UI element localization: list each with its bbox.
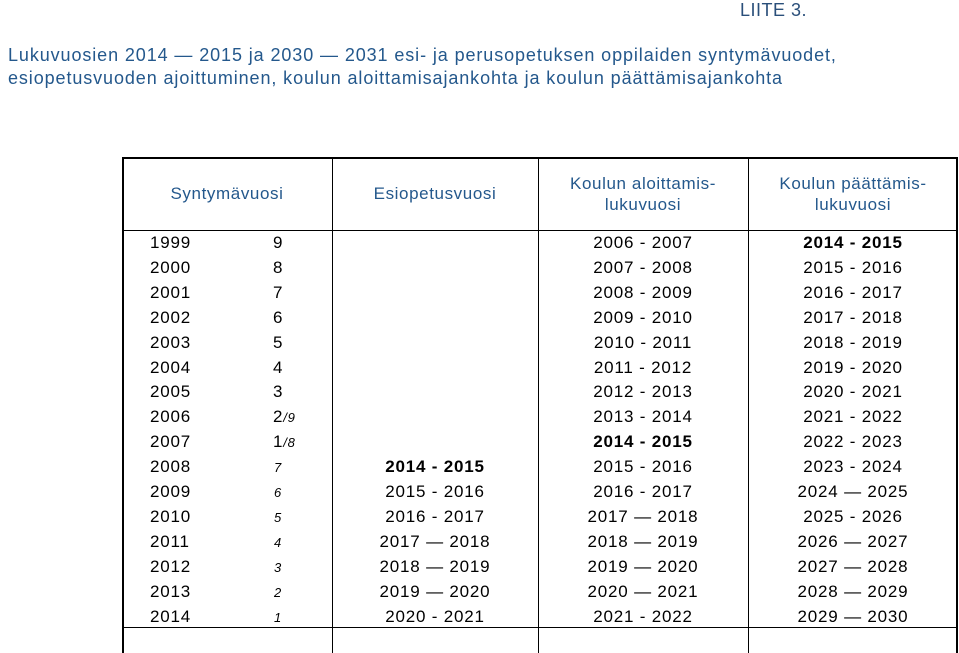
cell-birth-year: 2008 bbox=[150, 457, 192, 477]
cell-school-end: 2025 - 2026 bbox=[803, 506, 903, 526]
cell-school-end: 2015 - 2016 bbox=[803, 257, 903, 277]
cell-preschool-year: 2018 — 2019 bbox=[379, 556, 491, 576]
table-row bbox=[0, 258, 959, 283]
header-divider bbox=[122, 230, 958, 231]
cell-school-start: 2011 - 2012 bbox=[593, 357, 693, 377]
cell-grade bbox=[273, 308, 283, 328]
cell-grade: 7 bbox=[274, 460, 283, 476]
cell-birth-year: 2006 bbox=[150, 407, 192, 427]
cell-birth-year: 2004 bbox=[150, 357, 192, 377]
document-title: Lukuvuosien 2014 — 2015 ja 2030 — 2031 esi- ja perusopetuksen oppilaiden syntymävuodet, esiopetusvuoden ajoittuminen, koulun aloittamisajankohta ja koulun päättämisajankohta bbox=[8, 45, 837, 88]
grade-number: 7 bbox=[273, 282, 284, 302]
table-row bbox=[0, 557, 959, 582]
cell-school-end: 2026 — 2027 bbox=[797, 531, 909, 551]
grade-number: 3 bbox=[273, 382, 284, 402]
table-row bbox=[0, 607, 959, 632]
cell-grade bbox=[273, 283, 283, 303]
cell-preschool-year: 2020 - 2021 bbox=[385, 606, 485, 626]
appendix-label: LIITE 3. bbox=[740, 0, 808, 20]
cell-school-start: 2012 - 2013 bbox=[593, 382, 693, 402]
header-preschool-year: Esiopetusvuosi bbox=[373, 184, 497, 203]
cell-grade bbox=[273, 382, 283, 402]
cell-birth-year: 2014 bbox=[150, 606, 192, 626]
table-row bbox=[0, 507, 959, 532]
cell-birth-year: 2013 bbox=[150, 581, 192, 601]
table-row bbox=[0, 457, 959, 482]
cell-birth-year: 2009 bbox=[150, 482, 192, 501]
cell-school-start: 2016 - 2017 bbox=[593, 482, 693, 501]
cell-birth-year: 2001 bbox=[150, 282, 192, 302]
cell-grade: 4 bbox=[274, 534, 283, 550]
grade-number: 8 bbox=[273, 257, 284, 277]
cell-grade bbox=[273, 333, 283, 353]
table-row bbox=[0, 358, 959, 383]
cell-school-end: 2024 — 2025 bbox=[797, 482, 909, 501]
cell-school-start: 2013 - 2014 bbox=[593, 407, 693, 427]
cell-school-end: 2020 - 2021 bbox=[803, 382, 903, 402]
cell-grade: 5 bbox=[274, 509, 283, 525]
cell-grade bbox=[273, 258, 283, 278]
cell-school-start: 2019 — 2020 bbox=[587, 556, 699, 576]
header-school-start bbox=[538, 173, 748, 215]
table-row bbox=[0, 382, 959, 407]
table-row bbox=[0, 432, 959, 457]
header-school-start-line2: lukuvuosi bbox=[604, 195, 682, 214]
table-row bbox=[0, 308, 959, 333]
grade-number: 4 bbox=[273, 357, 284, 377]
cell-grade bbox=[273, 407, 296, 427]
cell-grade: 6 bbox=[274, 485, 283, 500]
cell-preschool-year: 2019 — 2020 bbox=[379, 581, 491, 601]
cell-school-end: 2023 - 2024 bbox=[803, 457, 903, 477]
cell-birth-year: 2003 bbox=[150, 332, 192, 352]
cell-birth-year: 2002 bbox=[150, 307, 192, 327]
cell-birth-year: 1999 bbox=[150, 233, 192, 252]
cell-school-start: 2008 - 2009 bbox=[593, 282, 693, 302]
cell-school-end: 2029 — 2030 bbox=[797, 606, 909, 626]
cell-birth-year: 2000 bbox=[150, 257, 192, 277]
cell-grade: 1 bbox=[274, 609, 283, 625]
grade-number: 5 bbox=[273, 332, 284, 352]
cell-preschool-year: 2017 — 2018 bbox=[379, 531, 491, 551]
header-school-end-line2: lukuvuosi bbox=[814, 195, 892, 214]
cell-birth-year: 2010 bbox=[150, 506, 192, 526]
grade-number: 6 bbox=[273, 307, 284, 327]
table-row bbox=[0, 333, 959, 358]
cell-school-end: 2028 — 2029 bbox=[797, 581, 909, 601]
cell-preschool-year: 2015 - 2016 bbox=[385, 482, 485, 501]
cell-school-end: 2014 - 2015 bbox=[803, 233, 903, 252]
cell-school-start: 2020 — 2021 bbox=[587, 581, 699, 601]
cell-birth-year: 2005 bbox=[150, 382, 192, 402]
cell-school-end: 2018 - 2019 bbox=[803, 332, 903, 352]
cell-school-start: 2017 — 2018 bbox=[587, 506, 699, 526]
table-row bbox=[0, 482, 959, 507]
cell-school-start: 2010 - 2011 bbox=[593, 332, 693, 352]
grade-suffix: /8 bbox=[283, 435, 296, 451]
cell-school-end: 2022 - 2023 bbox=[803, 432, 903, 452]
table-row bbox=[0, 582, 959, 607]
cell-grade bbox=[273, 233, 283, 253]
cell-school-end: 2027 — 2028 bbox=[797, 556, 909, 576]
cell-grade bbox=[273, 432, 296, 452]
cell-school-start: 2014 - 2015 bbox=[593, 432, 693, 452]
cell-school-end: 2019 - 2020 bbox=[803, 357, 903, 377]
header-school-end-line1: Koulun päättämis- bbox=[779, 174, 927, 193]
cell-preschool-year: 2014 - 2015 bbox=[385, 457, 485, 477]
cell-school-end: 2016 - 2017 bbox=[803, 282, 903, 302]
cell-birth-year: 2011 bbox=[150, 531, 190, 551]
grade-number: 1 bbox=[273, 432, 284, 452]
cell-grade: 2 bbox=[274, 584, 283, 600]
grade-suffix: /9 bbox=[283, 410, 296, 426]
cell-school-end: 2017 - 2018 bbox=[803, 307, 903, 327]
header-birth-year: Syntymävuosi bbox=[170, 184, 284, 203]
cell-school-start: 2006 - 2007 bbox=[593, 233, 693, 252]
cell-preschool-year: 2016 - 2017 bbox=[385, 506, 485, 526]
header-school-end bbox=[748, 173, 958, 215]
grade-number: 2 bbox=[273, 407, 284, 427]
cell-school-start: 2021 - 2022 bbox=[593, 606, 693, 626]
table-row bbox=[0, 233, 959, 258]
cell-school-start: 2015 - 2016 bbox=[593, 457, 693, 477]
cell-birth-year: 2012 bbox=[150, 556, 192, 576]
cell-birth-year: 2007 bbox=[150, 432, 192, 452]
table-row bbox=[0, 532, 959, 557]
header-school-start-line1: Koulun aloittamis- bbox=[570, 174, 716, 193]
cell-school-start: 2018 — 2019 bbox=[587, 531, 699, 551]
table-row bbox=[0, 283, 959, 308]
cell-school-start: 2007 - 2008 bbox=[593, 257, 693, 277]
cell-grade bbox=[273, 358, 283, 378]
table-row bbox=[0, 407, 959, 432]
cell-school-end: 2021 - 2022 bbox=[803, 407, 903, 427]
cell-school-start: 2009 - 2010 bbox=[593, 307, 693, 327]
cell-grade: 3 bbox=[274, 559, 283, 575]
grade-number: 9 bbox=[273, 233, 284, 252]
